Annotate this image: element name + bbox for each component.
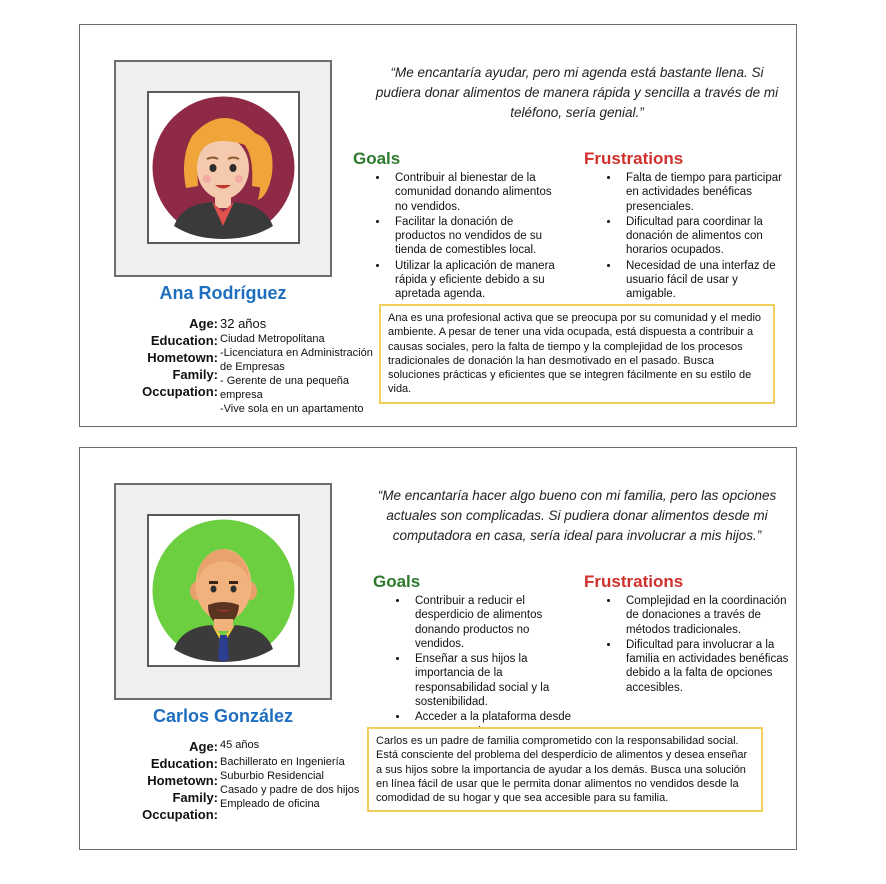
education-label: Education: — [150, 333, 218, 348]
hometown-label: Hometown: — [147, 773, 218, 788]
frustrations-list — [584, 171, 789, 302]
frustrations-column — [584, 572, 789, 696]
frustration-item: • Necesidad de una interfaz de usuario fácil de usar y amigable. — [620, 259, 789, 302]
info-labels — [108, 315, 218, 400]
info-value: - Gerente de una pequeña empresa — [220, 375, 350, 401]
persona-card-ana — [79, 24, 797, 427]
info-value: -Vive sola en un apartamento — [220, 403, 364, 415]
info-values — [220, 315, 385, 416]
age-value: 45 años — [220, 739, 260, 751]
goal-item: • Contribuir a reducir el desperdicio de alimentos donando productos no vendidos. — [409, 594, 578, 651]
info-labels — [108, 738, 218, 823]
avatar-man-icon — [152, 519, 295, 662]
goal-item: • Acceder a la plataforma desde — [409, 710, 578, 739]
frustrations-title: Frustrations — [584, 149, 684, 168]
photo-frame — [114, 60, 332, 277]
avatar-woman-icon — [152, 96, 295, 239]
goal-item: • Utilizar la aplicación de manera rápida y eficiente debido a su apretada agenda. — [389, 259, 558, 302]
goals-column — [373, 572, 578, 740]
frustrations-list — [584, 594, 789, 695]
persona-name: Carlos González — [152, 706, 294, 726]
photo-frame — [114, 483, 332, 700]
persona-quote: “Me encantaría hacer algo bueno con mi familia, pero las opciones actuales son complicadas. Si pudiera donar alimentos desde mi computadora en casa, sería ideal para involucrar a mis hijos.” — [377, 488, 777, 543]
goals-list — [373, 594, 578, 739]
frustrations-title: Frustrations — [584, 572, 684, 591]
hometown-label: Hometown: — [147, 350, 218, 365]
info-values — [220, 738, 385, 811]
info-value: Suburbio Residencial — [220, 770, 324, 782]
persona-card-carlos — [79, 447, 797, 850]
frustrations-column — [584, 149, 789, 303]
goals-title: Goals — [353, 149, 401, 168]
info-value: -Licenciatura en Administración de Empresas — [220, 347, 373, 373]
frustration-item: • Complejidad en la coordinación de donaciones a través de métodos tradicionales. — [620, 594, 789, 637]
frustration-item: • Falta de tiempo para participar en actividades benéficas presenciales. — [620, 171, 789, 214]
age-label: Age: — [189, 316, 218, 331]
education-label: Education: — [150, 756, 218, 771]
persona-quote: “Me encantaría ayudar, pero mi agenda está bastante llena. Si pudiera donar alimentos de manera rápida y sencilla a través de mi teléfono, sería genial.” — [375, 65, 779, 120]
persona-name: Ana Rodríguez — [159, 283, 287, 303]
info-value: Bachillerato en Ingeniería — [220, 756, 345, 768]
occupation-label: Occupation: — [142, 807, 218, 822]
goal-item: • Facilitar la donación de productos no vendidos de su tienda de comestibles local. — [389, 215, 558, 258]
persona-bio: Ana es una profesional activa que se preocupa por su comunidad y el medio ambiente. A pesar de tener una vida ocupada, está dispuesta a contribuir a causas sociales, pero la falta de tiempo y la complejidad de los procesos tradicionales de donación la han desmotivado en el pasado. Busca soluciones prácticas y eficientes que se integren fácilmente en su estilo de vida. — [379, 304, 775, 404]
info-value: Empleado de oficina — [220, 798, 320, 810]
info-value: Casado y padre de dos hijos — [220, 784, 360, 796]
frustration-item: • Dificultad para coordinar la donación de alimentos con horarios ocupados. — [620, 215, 789, 258]
goals-list — [353, 171, 558, 302]
family-label: Family: — [172, 367, 218, 382]
goal-item: • Contribuir al bienestar de la comunidad donando alimentos no vendidos. — [389, 171, 558, 214]
age-value: 32 años — [220, 316, 267, 331]
goals-column — [353, 149, 558, 303]
photo-inner-frame — [147, 91, 300, 244]
goals-title: Goals — [373, 572, 421, 591]
persona-bio: Carlos es un padre de familia comprometido con la responsabilidad social. Está consciente del problema del desperdicio de alimentos y desea enseñar a sus hijos sobre la importancia de ayudar a los demás. Busca una solución en línea fácil de usar que le permita donar alimentos no vendidos desde la comodidad de su hogar y que sea accesible para su familia. — [367, 727, 763, 812]
goal-item: • Enseñar a sus hijos la importancia de la responsabilidad social y la sostenibilidad. — [409, 652, 578, 709]
age-label: Age: — [189, 739, 218, 754]
frustration-item: • Dificultad para involucrar a la familia en actividades benéficas debido a la falta de opciones accesibles. — [620, 638, 789, 695]
family-label: Family: — [172, 790, 218, 805]
occupation-label: Occupation: — [142, 384, 218, 399]
photo-inner-frame — [147, 514, 300, 667]
info-value: Ciudad Metropolitana — [220, 333, 325, 345]
